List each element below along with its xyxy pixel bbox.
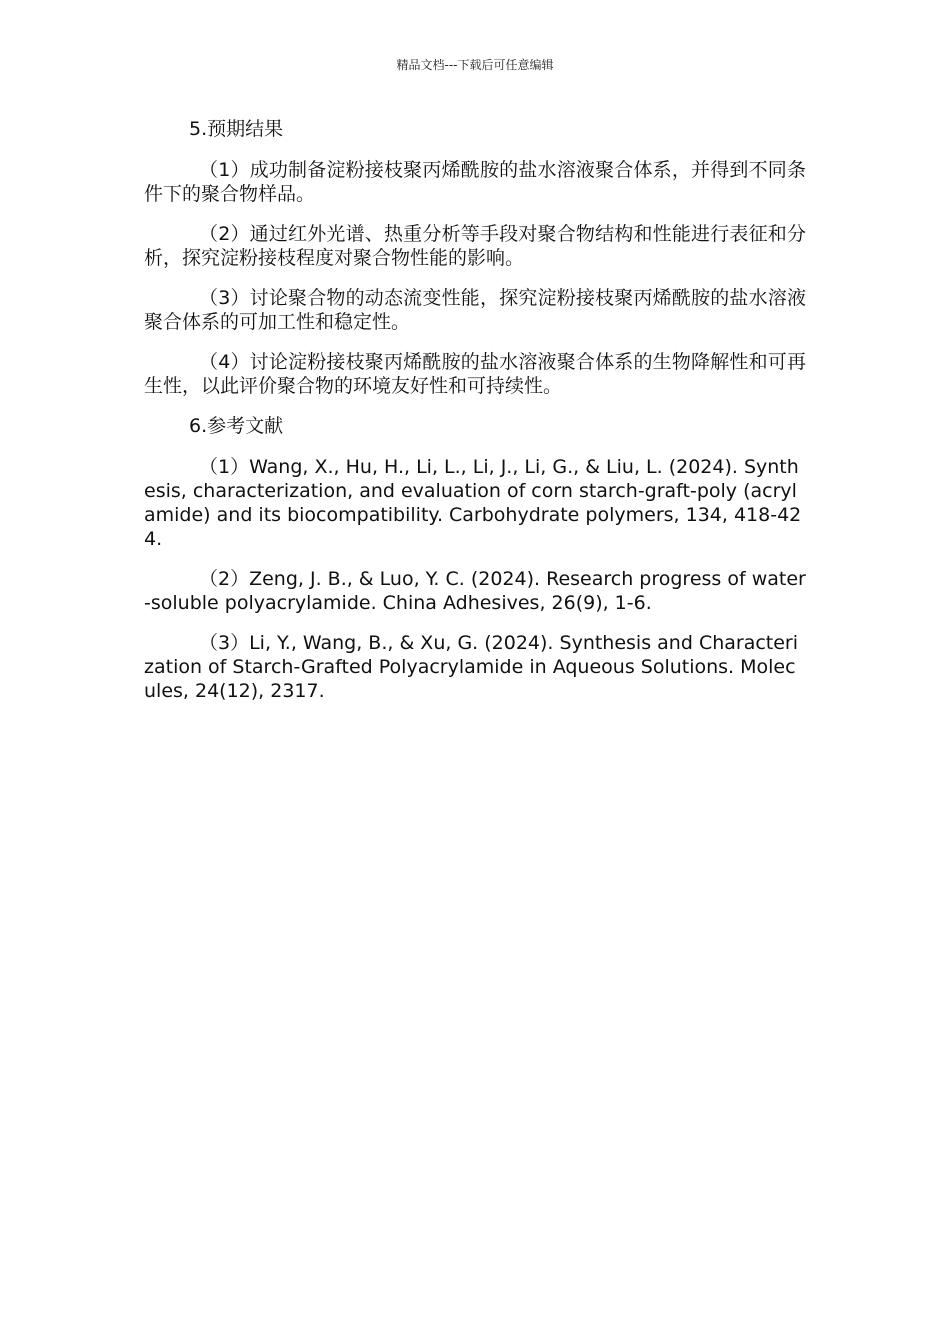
page-header: 精品文档---下载后可任意编辑 bbox=[396, 58, 554, 72]
result-item-2: （2）通过红外光谱、热重分析等手段对聚合物结构和性能进行表征和分析，探究淀粉接枝程度对聚合物性能的影响。 bbox=[144, 223, 806, 269]
reference-item-1: （1）Wang, X., Hu, H., Li, L., Li, J., Li, G., & Liu, L. (2024). Synthesis, characterization, and evaluation of corn starch-graft-poly (acrylamide) and its biocompatibility. Carbohydrate polymers, 134, 418-424. bbox=[144, 456, 802, 550]
result-item-4: （4）讨论淀粉接枝聚丙烯酰胺的盐水溶液聚合体系的生物降解性和可再生性，以此评价聚合物的环境友好性和可持续性。 bbox=[144, 351, 806, 397]
result-item-3: （3）讨论聚合物的动态流变性能，探究淀粉接枝聚丙烯酰胺的盐水溶液聚合体系的可加工性和稳定性。 bbox=[144, 287, 806, 333]
section-heading-expected-results: 5.预期结果 bbox=[189, 118, 284, 140]
reference-item-3: （3）Li, Y., Wang, B., & Xu, G. (2024). Synthesis and Characterization of Starch-Grafted Polyacrylamide in Aqueous Solutions. Molecules, 24(12), 2317. bbox=[144, 632, 799, 702]
document-body bbox=[144, 117, 806, 719]
section-heading-references: 6.参考文献 bbox=[189, 415, 284, 437]
result-item-1: （1）成功制备淀粉接枝聚丙烯酰胺的盐水溶液聚合体系，并得到不同条件下的聚合物样品。 bbox=[144, 159, 806, 205]
reference-item-2: （2）Zeng, J. B., & Luo, Y. C. (2024). Research progress of water-soluble polyacrylamide. China Adhesives, 26(9), 1-6. bbox=[144, 568, 806, 614]
